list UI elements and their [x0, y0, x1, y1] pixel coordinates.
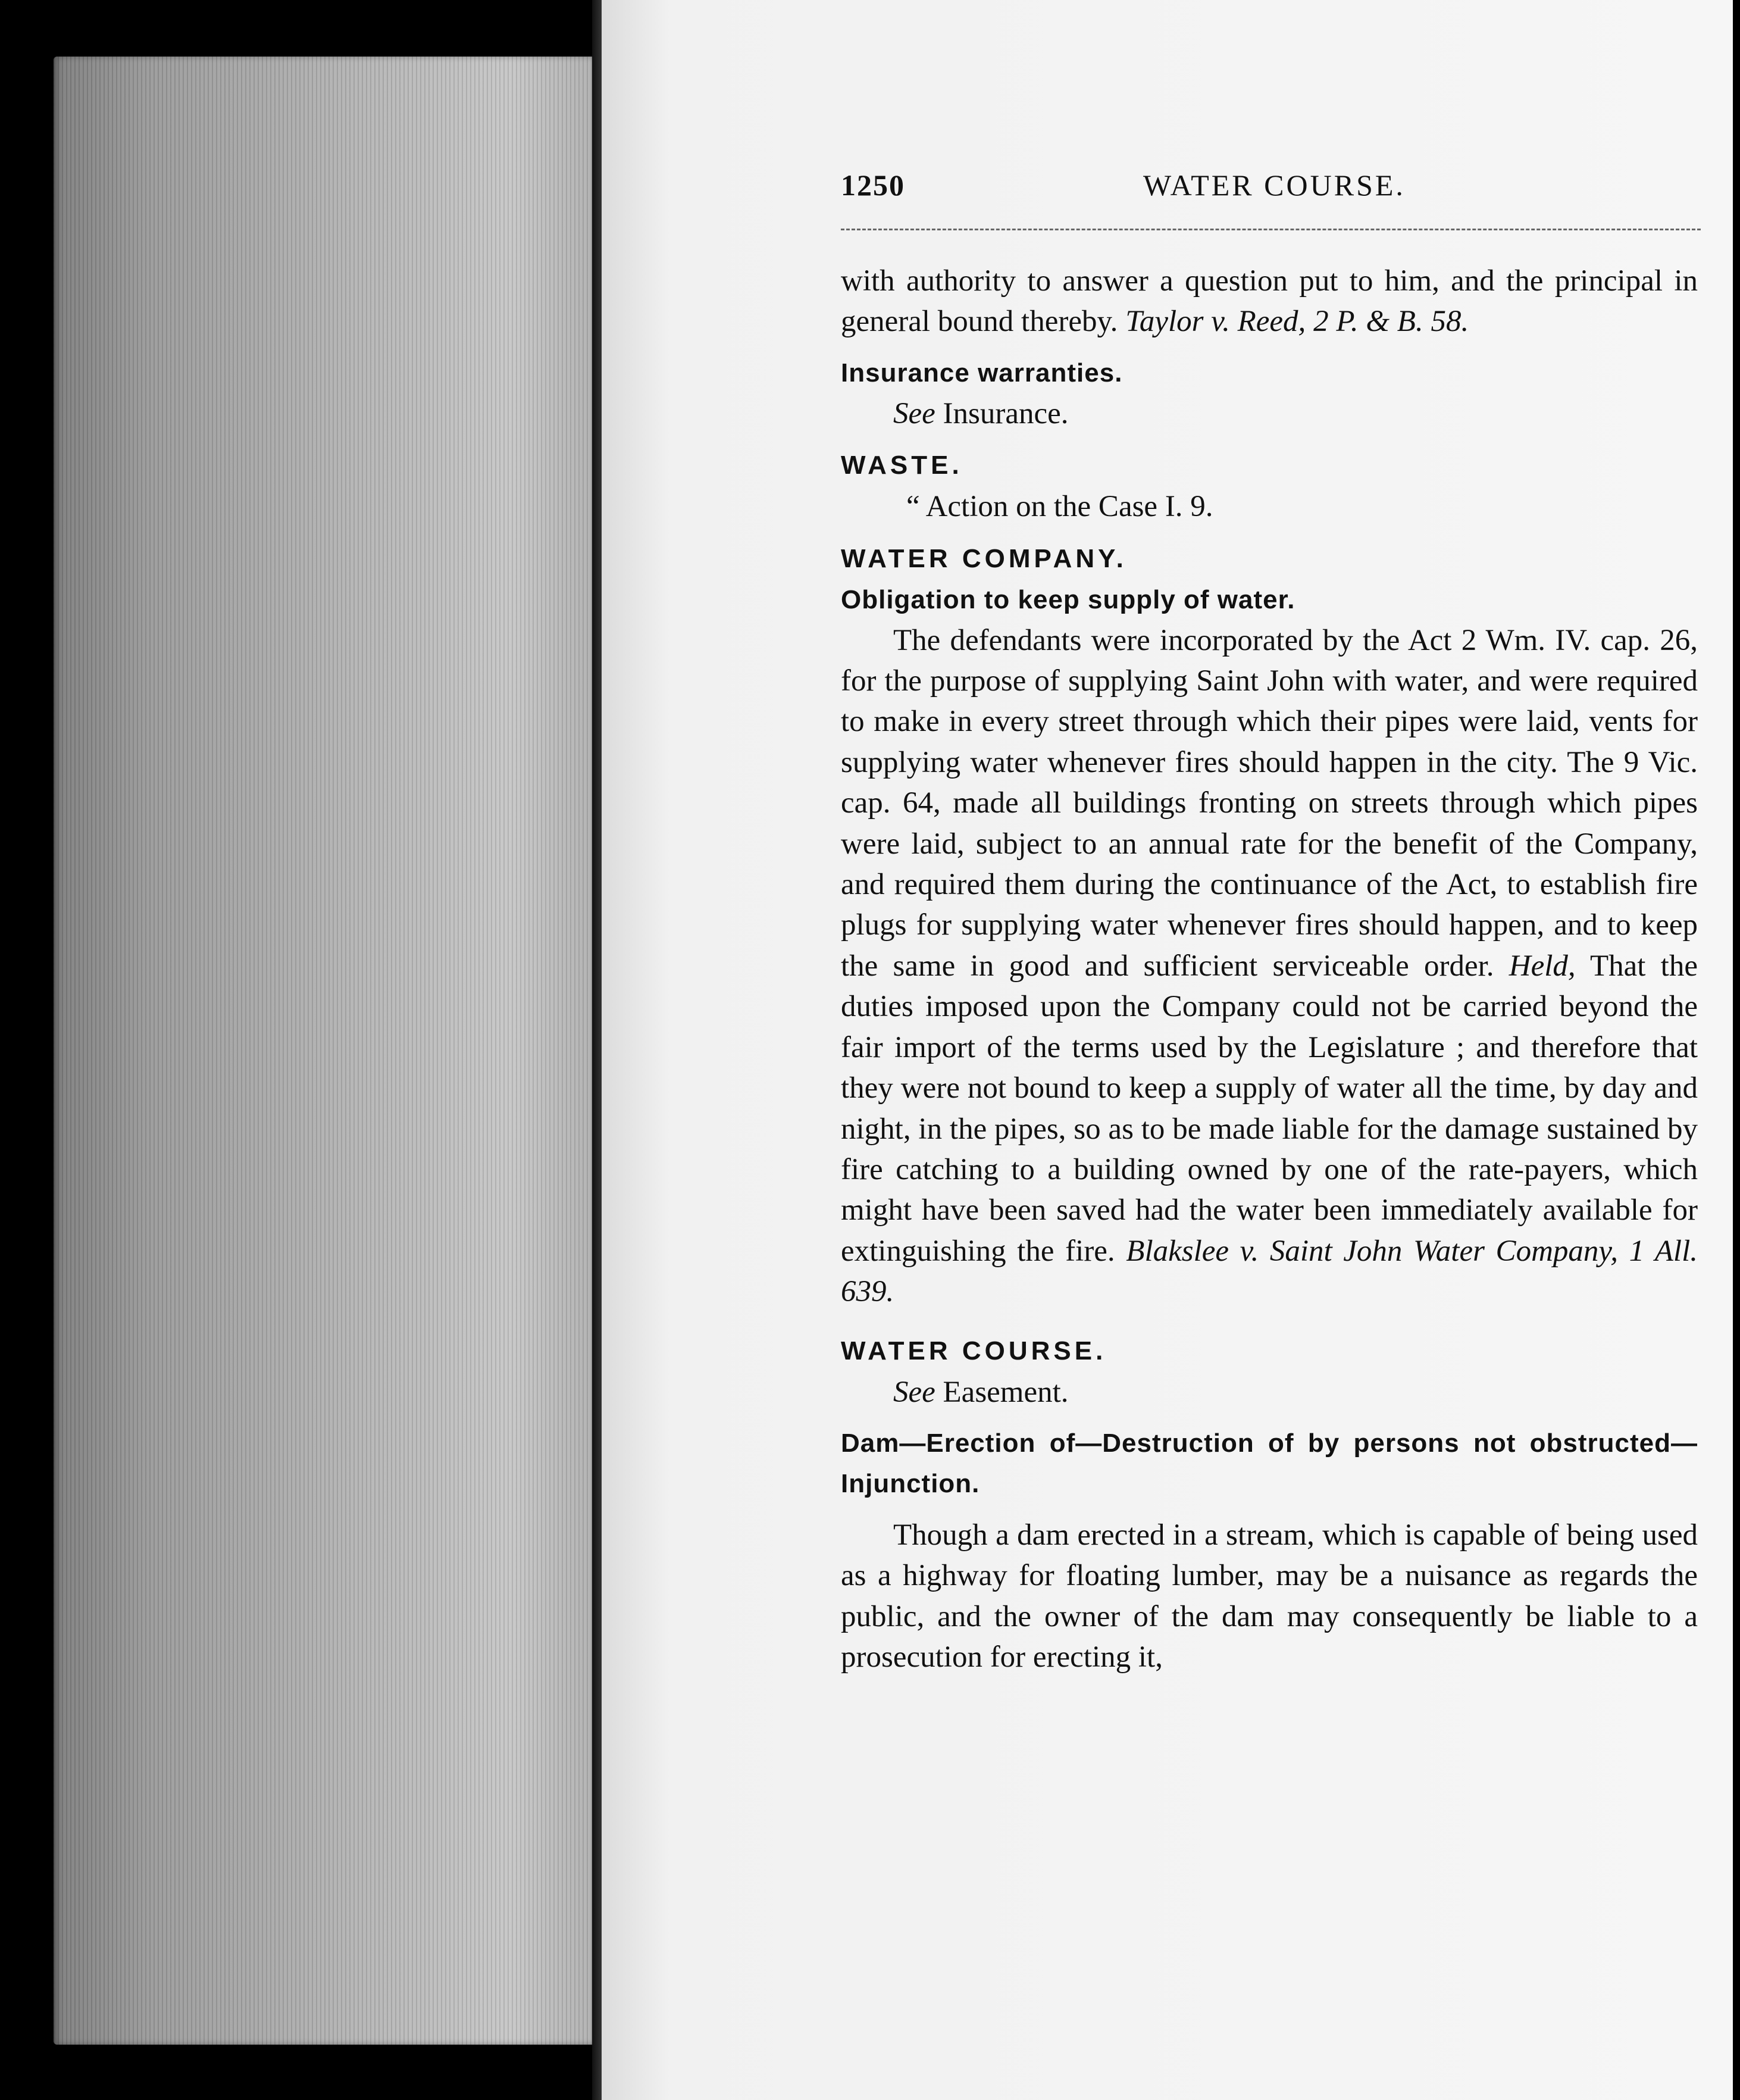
continuation-citation-ref: 2 P. & B. 58. [1313, 305, 1469, 339]
water-company-citation-ref: 1 All. 639. [841, 1234, 1698, 1309]
insurance-warranties-heading: Insurance warranties. [841, 358, 1123, 388]
water-company-citation-case: Blakslee v. Saint John Water Company, [1126, 1234, 1618, 1268]
waste-reference: “ Action on the Case I. 9. [906, 490, 1213, 524]
see-reference: Insurance. [943, 396, 1069, 430]
continuation-text: with authority to answer a question put to him, and the principal in general bound thereby. [841, 264, 1698, 339]
book-page [602, 0, 1740, 2100]
page-number: 1250 [841, 168, 905, 202]
running-title: WATER COURSE. [1143, 168, 1406, 202]
water-course-subheading: Dam—Erection of—Destruction of by persons not obstructed—Injunction. [841, 1428, 1698, 1498]
page-right-border [1733, 0, 1740, 2100]
water-course-paragraph: Though a dam erected in a stream, which is capable of being used as a highway for floating lumber, may be a nuisance as regards the public, and the owner of the dam may consequently be liable to a prosecution for erecting it, [841, 1518, 1698, 1674]
water-course-see-line [841, 1372, 1698, 1412]
paragraph-text-1: The defendants were incorporated by the Act 2 Wm. IV. cap. 26, for the purpose of supplying Saint John with water, and were required to make in every street through which their pipes were laid, vents for supplying water whenever fires should happen in the city. The 9 Vic. cap. 64, made all buildings fronting on streets through which pipes were laid, subject to an annual rate for the benefit of the Company, and required them during the continuance of the Act, to establish fire plugs for supplying water whenever fires should happen, and to keep the same in good and sufficient serviceable order. [841, 623, 1698, 983]
running-head [841, 168, 1704, 204]
paragraph-text-2: That the duties imposed upon the Company could not be carried beyond the fair import of the terms used by the Legislature ; and therefore that they were not bound to keep a supply of water all the time, by day and night, in the pipes, so as to be made liable for the damage sustained by fire catching to a building owned by one of the rate-payers, which might have been saved had the water been immediately available for extinguishing the fire. [841, 949, 1698, 1268]
water-company-paragraph [841, 620, 1698, 1312]
body-text [841, 261, 1698, 1678]
continuation-paragraph [841, 261, 1698, 342]
header-rule [841, 229, 1701, 230]
waste-heading: WASTE. [841, 451, 963, 480]
water-company-heading: WATER COMPANY. [841, 543, 1127, 573]
held-word: Held, [1509, 949, 1576, 983]
book-gutter [592, 0, 602, 2100]
book-page-edges [54, 57, 592, 2045]
continuation-citation-case: Taylor v. Reed, [1125, 305, 1306, 339]
see-word: See [893, 1375, 935, 1409]
see-word: See [893, 396, 935, 430]
water-company-subheading: Obligation to keep supply of water. [841, 585, 1295, 614]
insurance-see-line [841, 393, 1698, 434]
see-reference: Easement. [943, 1375, 1069, 1409]
water-course-heading: WATER COURSE. [841, 1336, 1107, 1365]
